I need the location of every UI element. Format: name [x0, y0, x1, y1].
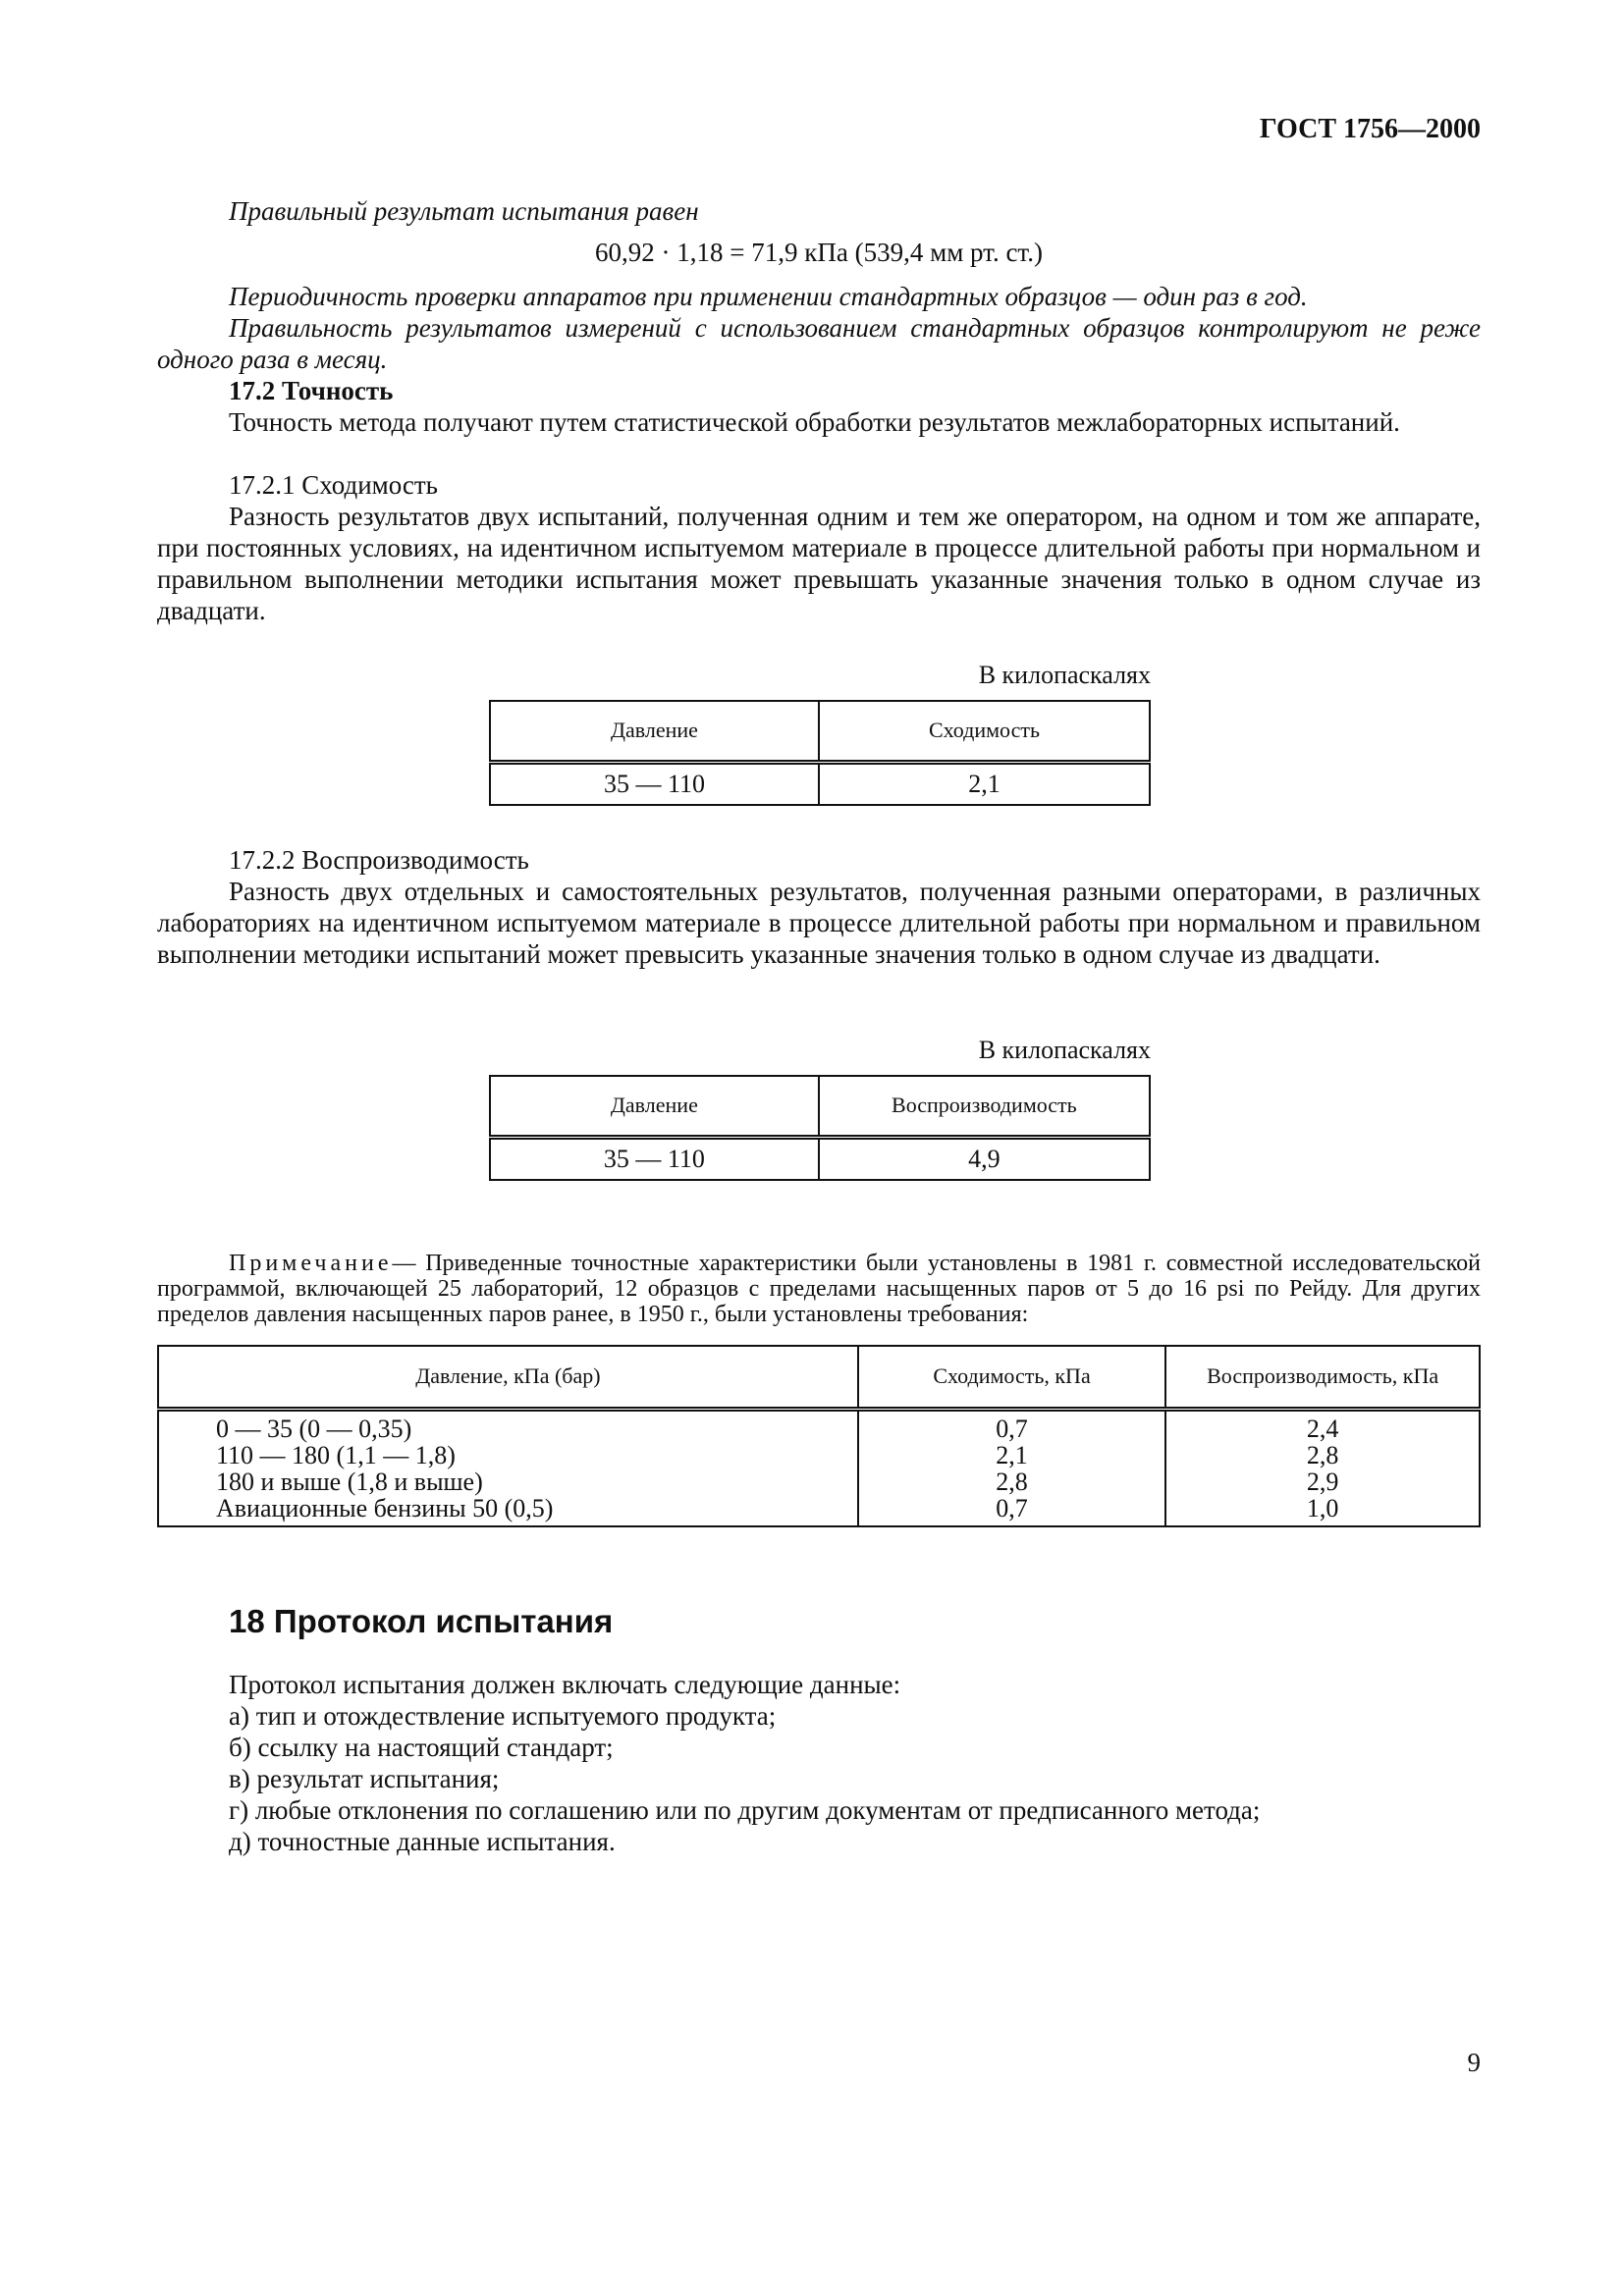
- table2-header-reproducibility: Воспроизводимость: [819, 1076, 1150, 1137]
- note-label: Примечание: [229, 1251, 393, 1276]
- list-item: б) ссылку на настоящий стандарт;: [229, 1733, 614, 1762]
- section-17-2-1-heading: 17.2.1 Сходимость: [229, 470, 438, 500]
- pressure-requirements-table: [157, 1345, 1481, 1527]
- table1-unit: В килопаскалях: [978, 661, 1151, 689]
- list-item: г) любые отклонения по соглашению или по другим документам от предписанного метода;: [229, 1795, 1261, 1825]
- result-intro: Правильный результат испытания равен: [229, 196, 699, 226]
- list-item: а) тип и отождествление испытуемого продукта;: [229, 1701, 777, 1731]
- table3-header-pressure: Давление, кПа (бар): [158, 1346, 858, 1409]
- table-cell: 4,9: [819, 1137, 1150, 1180]
- list-item: в) результат испытания;: [229, 1764, 500, 1793]
- table1-header-repeatability: Сходимость: [819, 701, 1150, 762]
- table-cell: 180 и выше (1,8 и выше): [216, 1467, 483, 1496]
- correctness-text: Правильность результатов измерений с использованием стандартных образцов контролируют не реже одного раза в месяц.: [157, 313, 1481, 374]
- table-row: [490, 762, 1150, 805]
- table-row: [490, 1137, 1150, 1180]
- table-cell: Авиационные бензины 50 (0,5): [216, 1493, 554, 1522]
- section-17-2-heading: 17.2 Точность: [229, 376, 394, 405]
- standard-header: ГОСТ 1756—2000: [1259, 114, 1481, 144]
- table2-unit: В килопаскалях: [978, 1036, 1151, 1064]
- table-cell: 1,0: [1306, 1493, 1339, 1522]
- formula: 60,92 · 1,18 = 71,9 кПа (539,4 мм рт. ст.): [595, 238, 1043, 267]
- table2-header-pressure: Давление: [490, 1076, 819, 1137]
- table-cell: 110 — 180 (1,1 — 1,8): [216, 1440, 456, 1469]
- table-cell: 0,7: [996, 1493, 1028, 1522]
- table-cell: 35 — 110: [490, 1137, 819, 1180]
- reproducibility-table: [489, 1075, 1151, 1181]
- list-item: д) точностные данные испытания.: [229, 1827, 616, 1856]
- section-17-2-2-text: Разность двух отдельных и самостоятельных результатов, полученная разными операторами, в различных лабораториях на идентичном испытуемом материале в процессе длительной работы при нормальном и правильном выполнении методики испытаний может превысить указанные значения только в одном случае из двадцати.: [157, 877, 1481, 969]
- table-cell: 2,8: [1306, 1440, 1339, 1469]
- section-17-2-1-text: Разность результатов двух испытаний, полученная одним и тем же оператором, на одном и том же аппарате, при постоянных условиях, на идентичном испытуемом материале в процессе длительной работы при нормальном и правильном выполнении методики испытания может превышать указанные значения только в одном случае из двадцати.: [157, 502, 1481, 625]
- table-cell: 2,1: [996, 1440, 1028, 1469]
- section-17-2-2-heading: 17.2.2 Воспроизводимость: [229, 845, 529, 875]
- protocol-list: [229, 1700, 1481, 1857]
- repeatability-table: [489, 700, 1151, 806]
- table-row: [158, 1409, 1480, 1526]
- table-cell: 35 — 110: [490, 762, 819, 805]
- pressure-column: [158, 1409, 858, 1526]
- table-cell: 0,7: [996, 1414, 1028, 1443]
- table3-header-repeatability: Сходимость, кПа: [858, 1346, 1166, 1409]
- table-cell: 2,1: [819, 762, 1150, 805]
- table-cell: 2,8: [996, 1467, 1028, 1496]
- table-cell: 2,4: [1306, 1414, 1339, 1443]
- note-text: — Приведенные точностные характеристики были установлены в 1981 г. совместной исследовательской программой, включающей 25 лабораторий, 12 образцов с пределами насыщенных паров от 5 до 16 psi по Рейду. Для других пределов давления насыщенных паров ранее, в 1950 г., были установлены требования:: [157, 1251, 1481, 1327]
- table-cell: 0 — 35 (0 — 0,35): [216, 1414, 412, 1443]
- repeatability-column: [858, 1409, 1166, 1526]
- table1-header-pressure: Давление: [490, 701, 819, 762]
- note-paragraph: [157, 1251, 1481, 1327]
- section-18-intro: Протокол испытания должен включать следующие данные:: [229, 1670, 901, 1699]
- page-number: 9: [1467, 2048, 1481, 2077]
- table3-header-reproducibility: Воспроизводимость, кПа: [1165, 1346, 1480, 1409]
- periodicity-text: Периодичность проверки аппаратов при применении стандартных образцов — один раз в год.: [229, 282, 1308, 311]
- reproducibility-column: [1165, 1409, 1480, 1526]
- section-17-2-text: Точность метода получают путем статистической обработки результатов межлабораторных испытаний.: [229, 407, 1400, 437]
- table-cell: 2,9: [1306, 1467, 1339, 1496]
- section-18-heading: 18 Протокол испытания: [229, 1603, 614, 1639]
